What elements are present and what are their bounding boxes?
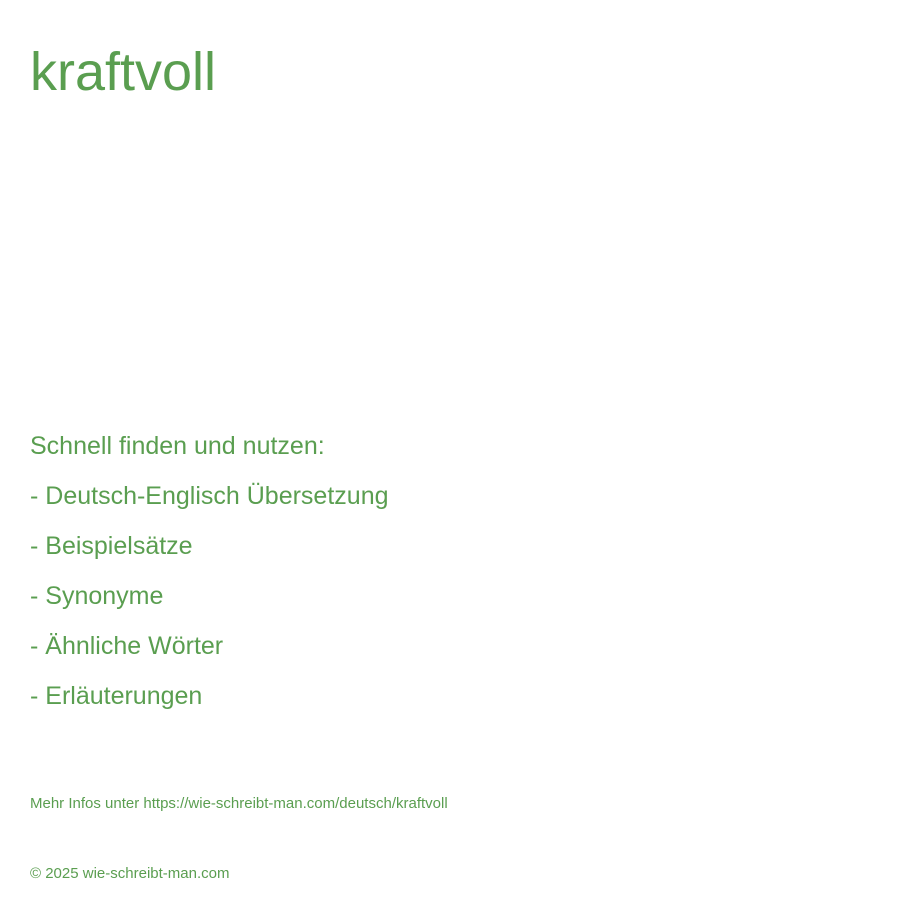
feature-list [30,421,389,721]
feature-item-translation: - Deutsch-Englisch Übersetzung [30,482,389,510]
more-info-text: Mehr Infos unter https://wie-schreibt-man.com/deutsch/kraftvoll [30,795,448,812]
page-title: kraftvoll [30,42,217,102]
feature-item-similar-words: - Ähnliche Wörter [30,632,224,660]
feature-list-heading: Schnell finden und nutzen: [30,432,325,460]
copyright-text: © 2025 wie-schreibt-man.com [30,865,230,882]
feature-item-explanations: - Erläuterungen [30,682,203,710]
feature-item-synonyms: - Synonyme [30,582,164,610]
feature-item-example-sentences: - Beispielsätze [30,532,193,560]
